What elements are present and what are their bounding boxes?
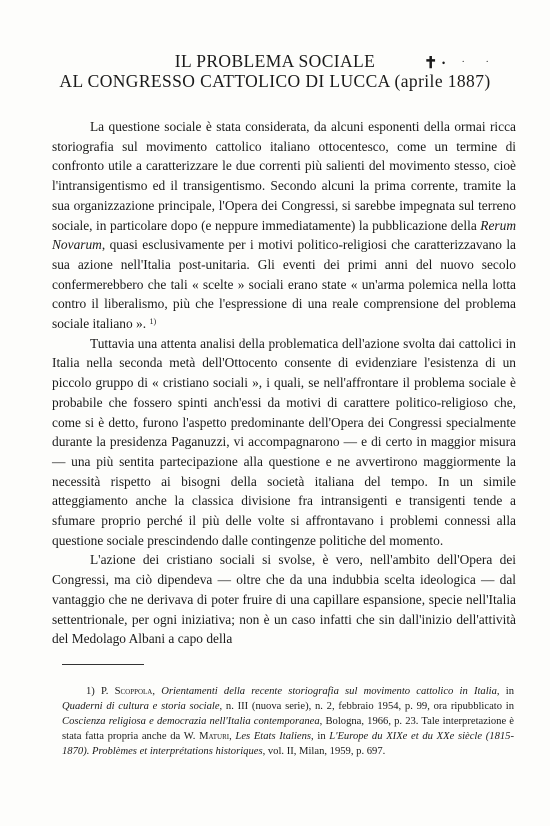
text-run: , in bbox=[496, 686, 514, 697]
text-run: Tuttavia una attenta analisi della problematica dell'azione svolta dai cattolici in Italia nella seconda metà dell'Ottocento consente di evidenziare l'esistenza di un piccolo gruppo di « cristiano sociali », i quali, se nell'affrontare il problema sociale è probabile che fossero spinti anch'essi da motivi di carattere politico-religioso che, come si è detto, furono l'aspetto predominante dell'Opera dei Congressi specialmente durante la presidenza Paganuzzi, vi accompagnarono — e di certo in maggior misura — una più sentita partecipazione alla questione e ne avvertirono maggiormente la necessità rispetto ai bisogni della società italiana del tempo. In un simile atteggiamento anche la classica divisione fra intransigenti e transigenti tende a sfumare proprio perché il più delle volte si affrontavano i problemi connessi alla questione sociale prescindendo dalle contingenze politiche del momento. bbox=[52, 335, 516, 548]
text-run: , bbox=[229, 731, 236, 743]
dot-mark-icon: · bbox=[486, 58, 489, 66]
text-run: Quaderni di cultura e storia sociale bbox=[62, 701, 220, 713]
dot-mark-icon: • bbox=[442, 58, 446, 68]
dot-mark-icon: · bbox=[462, 58, 465, 66]
title-line-2: AL CONGRESSO CATTOLICO DI LUCCA (aprile 1887) bbox=[59, 71, 491, 91]
text-run: , in bbox=[311, 731, 330, 743]
text-run: L'Europe du XIXe et du XXe siècle (1815-1870). Problèmes et interprétations historiques bbox=[62, 731, 514, 758]
text-run: , Bologna, 1966, p. 23. Tale interpretazione è stata fatta propria anche da W. bbox=[62, 716, 514, 743]
text-run: , n. III (nuova serie), n. 2, febbraio 1954, p. 99, ora ripubblicato in bbox=[219, 701, 514, 713]
paragraph bbox=[52, 117, 516, 334]
text-run: 1) P. bbox=[86, 686, 115, 697]
text-run: Rerum Novarum bbox=[52, 217, 516, 253]
text-run: Maturi bbox=[199, 731, 230, 743]
text-run: L'azione dei cristiano sociali si svolse, è vero, nell'ambito dell'Opera dei Congressi, ma ciò dipendeva — oltre che da una indubbia scelta ideologica — dal vantaggio che ne derivava di poter fruire di una capillare espansione, specie nell'Italia settentrionale, per ogni iniziativa; non è un caso infatti che sin dall'inizio dell'attività del Medolago Albani a capo della bbox=[52, 552, 516, 647]
footnotes bbox=[62, 684, 514, 759]
footnote-ref: 1) bbox=[149, 317, 157, 327]
text-run: , quasi esclusivamente per i motivi politico-religiosi che caratterizzavano la sua azione nell'Italia post-unitaria. Gli eventi dei primi anni del nuovo secolo confermerebbero che tali « scelte » sociali erano state « un'arma polemica nella lotta contro il liberalismo, più che l'espressione di una reale comprensione del problema sociale italiano ». bbox=[52, 237, 516, 332]
title-line-1: IL PROBLEMA SOCIALE bbox=[174, 51, 376, 71]
text-run: Coscienza religiosa e democrazia nell'Italia contemporanea bbox=[62, 716, 320, 728]
text-run: La questione sociale è stata considerata, da alcuni esponenti della ormai ricca storiografia sul movimento cattolico italiano ottocentesco, come un termine di confronto utile a caratterizzare le due correnti più salienti del movimento stesso, cioè l'intransigentismo ed il transigentismo. Secondo alcuni la prima corrente, tramite la sua organizzazione principale, l'Opera dei Congressi, si sarebbe impegnata sul terreno sociale, in particolare dopo (e neppure immediatamente) la pubblicazione della bbox=[52, 119, 516, 233]
paragraph bbox=[52, 550, 516, 649]
footnote-separator bbox=[62, 664, 144, 665]
paragraph bbox=[52, 334, 516, 551]
text-run: Orientamenti della recente storiografia sul movimento cattolico in Italia bbox=[161, 686, 497, 697]
text-run: Scoppola bbox=[114, 686, 153, 697]
text-run: , bbox=[152, 686, 162, 697]
body-text bbox=[52, 117, 516, 649]
text-run: Les Etats Italiens bbox=[235, 731, 312, 743]
text-run: , vol. II, Milan, 1959, p. 697. bbox=[262, 746, 386, 758]
footnote bbox=[62, 684, 514, 759]
cross-mark-icon: ✝ bbox=[424, 55, 438, 72]
